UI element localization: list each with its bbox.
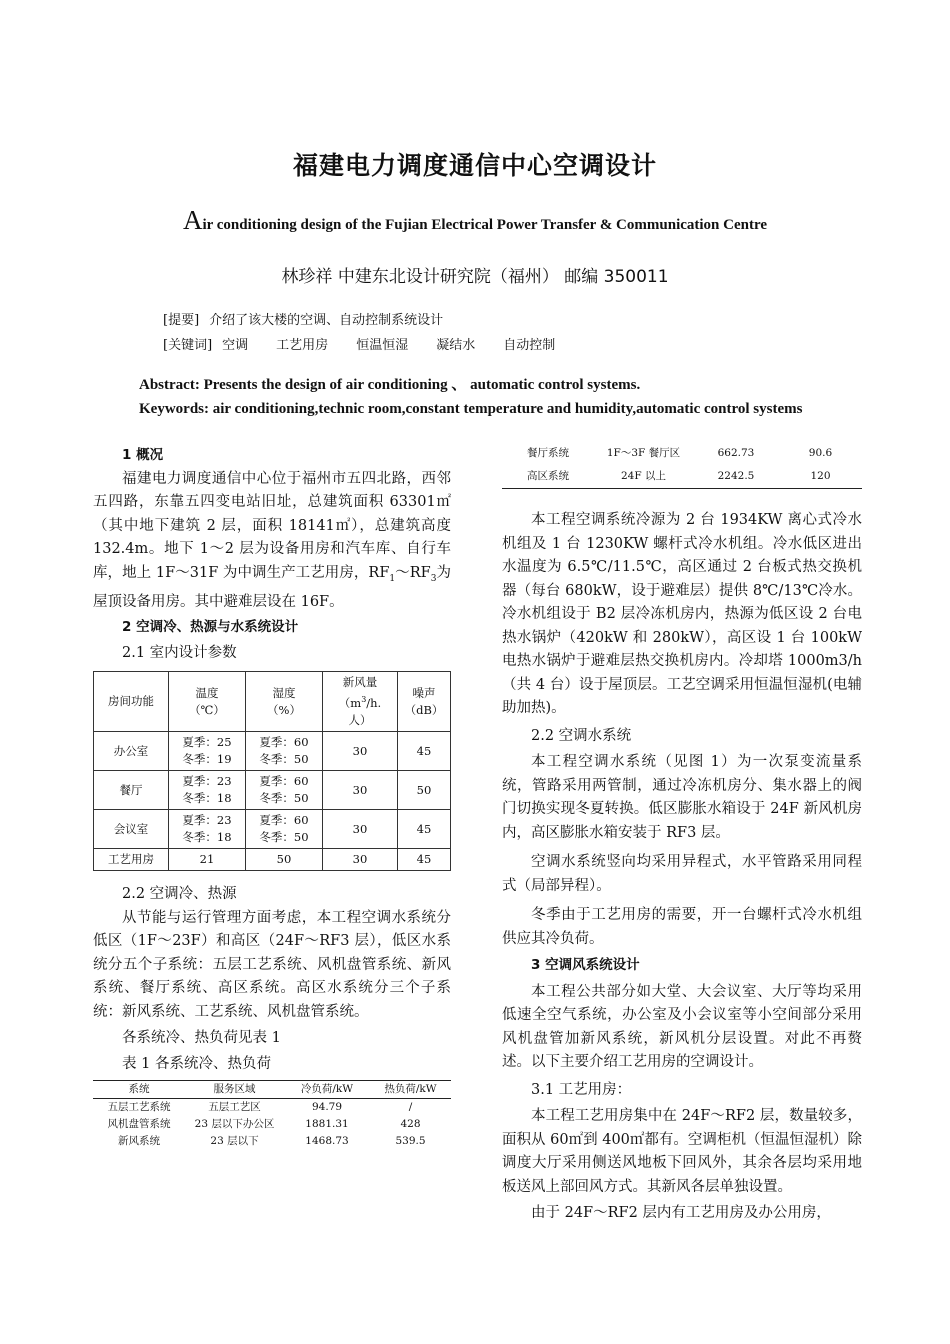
table-cell: 餐厅系统 <box>527 447 569 459</box>
table-cell: 539.5 <box>395 1135 426 1148</box>
load-table-continued <box>502 442 862 489</box>
table-header: 热负荷/kW <box>384 1083 437 1096</box>
table-cell: 会议室 <box>94 810 169 849</box>
table-cell: 50 <box>246 849 323 871</box>
table-cell: 风机盘管系统 <box>107 1118 171 1131</box>
table-2-caption: 表 1 各系统冷、热负荷 <box>122 1055 271 1072</box>
table-cell: 工艺用房 <box>94 849 169 871</box>
table-row <box>502 465 862 489</box>
table-row <box>94 810 451 849</box>
table-cell: 50 <box>398 771 451 810</box>
table-cell: 1881.31 <box>305 1118 349 1131</box>
tech-room-paragraph: 本工程工艺用房集中在 24F～RF2 层，数量较多，面积从 60㎡到 400㎡都有。空调柜机（恒温恒湿机）除调度大厅采用侧送风地板下回风外，其余各层均采用地板送风上部回风方式。其新风各层单独设置。 <box>502 1108 862 1195</box>
load-table <box>93 1080 451 1150</box>
table-cell: 30 <box>323 810 398 849</box>
table-header: 湿度 （%） <box>246 672 323 732</box>
table-cell: 2242.5 <box>717 470 755 482</box>
table-cell: / <box>408 1101 413 1114</box>
table-cell: 夏季：23 冬季：18 <box>169 810 246 849</box>
section-2-2-heading: 2.2 空调冷、热源 <box>122 886 237 903</box>
table-cell: 五层工艺区 <box>208 1101 261 1114</box>
tech-room-paragraph-2: 由于 24F～RF2 层内有工艺用房及办公用房， <box>531 1205 831 1221</box>
table-cell: 餐厅 <box>94 771 169 810</box>
table-cell: 90.6 <box>808 447 833 459</box>
table-header: 房间功能 <box>94 672 169 732</box>
table-row <box>93 1116 451 1133</box>
keyword: 恒温恒湿 <box>356 338 409 353</box>
section-2-heading: 2 空调冷、热源与水系统设计 <box>122 619 299 636</box>
table-cell: 23 层以下办公区 <box>194 1118 275 1131</box>
table-cell: 1468.73 <box>305 1135 349 1148</box>
table-row <box>94 771 451 810</box>
table-cell: 120 <box>810 470 831 482</box>
table-cell: 45 <box>398 732 451 771</box>
table-cell: 21 <box>169 849 246 871</box>
table-cell: 24F 以上 <box>621 470 666 482</box>
english-title <box>0 205 950 236</box>
table-cell: 30 <box>323 771 398 810</box>
section-1-heading: 1 概况 <box>122 447 164 463</box>
table-cell: 30 <box>323 732 398 771</box>
table-cell: 94.79 <box>311 1101 343 1114</box>
table-row <box>94 732 451 771</box>
paper-title: 福建电力调度通信中心空调设计 <box>292 151 657 180</box>
keyword: 工艺用房 <box>276 338 329 353</box>
table-cell: 夏季：60 冬季：50 <box>246 732 323 771</box>
table-cell: 45 <box>398 849 451 871</box>
section-1-text: 福建电力调度通信中心位于福州市五四北路，西邻五四路，东靠五四变电站旧址，总建筑面积 63301㎡（其中地下建筑 2 层，面积 18141㎡），总建筑高度 132.4m。地下 1～2 层为设备用房和汽车库、自行车库，地上 1F～31F 为中调生产工艺用房，RF <box>93 470 451 581</box>
table-cell: 夏季：60 冬季：50 <box>246 810 323 849</box>
section-2-2-paragraph: 从节能与运行管理方面考虑，本工程空调水系统分低区（1F～23F）和高区（24F～RF3 层），低区水系统分五个子系统：五层工艺系统、风机盘管系统、新风系统、餐厅系统、高区系统。高区水系统分三个子系统：新风系统、工艺系统、风机盘管系统。 <box>93 909 451 1020</box>
section-2-2-paragraph-2: 各系统冷、热负荷见表 1 <box>122 1030 281 1047</box>
table-cell: 662.73 <box>717 447 755 459</box>
table-row <box>94 849 451 871</box>
table-cell: 夏季：25 冬季：19 <box>169 732 246 771</box>
table-cell: 五层工艺系统 <box>107 1101 171 1114</box>
table-cell: 23 层以下 <box>210 1135 259 1148</box>
abstract-cn <box>163 309 443 328</box>
table-header: 系统 <box>128 1083 150 1096</box>
keyword: 空调 <box>222 338 249 353</box>
table-header: 新风量 （$m^3/h$. 人） <box>323 672 398 732</box>
abstract-cn-text: 介绍了该大楼的空调、自动控制系统设计 <box>209 313 444 328</box>
table-cell: 夏季：23 冬季：18 <box>169 771 246 810</box>
winter-paragraph: 冬季由于工艺用房的需要，开一台螺杆式冷水机组供应其冷负荷。 <box>502 907 862 947</box>
keywords-cn <box>163 334 583 353</box>
table-row <box>93 1133 451 1150</box>
table-header: 噪声 （dB） <box>398 672 451 732</box>
author-line: 林珍祥 中建东北设计研究院（福州） 邮编 350011 <box>281 267 669 287</box>
air-system-paragraph: 本工程公共部分如大堂、大会议室、大厅等均采用低速全空气系统，办公室及小会议室等小空间部分采用风机盘管加新风系统，新风机分层设置。对此不再赘述。以下主要介绍工艺用房的空调设计。 <box>502 983 862 1070</box>
english-title-rest: ir conditioning design of the Fujian Electrical Power Transfer & Communication Centre <box>202 217 768 233</box>
table-cell: 428 <box>400 1118 421 1131</box>
table-cell: 高区系统 <box>527 470 569 482</box>
table-cell: 办公室 <box>94 732 169 771</box>
english-title-initial: A <box>182 205 203 235</box>
table-header: 服务区域 <box>213 1083 256 1096</box>
table-header: 温度 （℃） <box>169 672 246 732</box>
table-cell: 45 <box>398 810 451 849</box>
subscript: 1 <box>389 573 396 584</box>
left-column <box>93 444 451 1150</box>
water-system-paragraph: 本工程空调水系统（见图 1）为一次泵变流量系统，管路采用两管制，通过冷冻机房分、集水器上的阀门切换实现冬夏转换。低区膨胀水箱设于 24F 新风机房内，高区膨胀水箱安装于 RF3 层。 <box>502 754 862 841</box>
keyword: 凝结水 <box>436 338 476 353</box>
section-3-heading: 3 空调风系统设计 <box>531 957 640 973</box>
abstract-cn-label: [提要] <box>163 313 200 328</box>
section-2-1-heading: 2.1 室内设计参数 <box>122 644 237 661</box>
table-cell: 1F～3F 餐厅区 <box>606 447 681 459</box>
table-header-row <box>93 1081 451 1099</box>
table-row <box>93 1099 451 1117</box>
section-1-text-tail: 为屋顶设备用房。其中避难层设在 16F。 <box>93 564 451 610</box>
keyword: 自动控制 <box>503 338 556 353</box>
table-cell: 新风系统 <box>118 1135 160 1148</box>
keywords-cn-label: [关键词] <box>163 338 213 353</box>
subscript: 3 <box>430 573 437 584</box>
design-params-table <box>93 671 451 871</box>
table-cell: 夏季：60 冬季：50 <box>246 771 323 810</box>
cold-source-paragraph: 本工程空调系统冷源为 2 台 1934KW 离心式冷水机组及 1 台 1230KW 螺杆式冷水机组。冷水低区进出水温度为 6.5℃/11.5℃，高区通过 2 台板式热交换机器（每台 680kW，设于避难层）提供 8℃/13℃冷水。冷水机组设于 B2 层冷冻机房内，热源为低区设 2 台电热水锅炉（420kW 和 280kW），高区设 1 台 100kW 电热水锅炉于避难层热交换机房内。冷却塔 1000m3/h（共 4 台）设于屋顶层。工艺空调采用恒温恒湿机(电辅助加热)。 <box>502 512 862 716</box>
table-cell: 30 <box>323 849 398 871</box>
section-1-text-mid: ～RF <box>395 564 431 581</box>
section-3-1-heading: 3.1 工艺用房： <box>531 1081 632 1098</box>
section-1-paragraph <box>93 468 451 615</box>
right-column <box>502 509 862 1226</box>
keywords-en: Keywords: air conditioning,technic room,constant temperature and humidity,automatic control systems <box>139 401 803 417</box>
section-2-2-water-heading: 2.2 空调水系统 <box>531 727 632 744</box>
abstract-en: Abstract: Presents the design of air conditioning 、 automatic control systems. <box>139 377 641 393</box>
table-row <box>502 442 862 465</box>
table-header-row <box>94 672 451 732</box>
piping-paragraph: 空调水系统竖向均采用异程式，水平管路采用同程式（局部异程）。 <box>502 854 862 894</box>
table-header: 冷负荷/kW <box>300 1083 354 1096</box>
